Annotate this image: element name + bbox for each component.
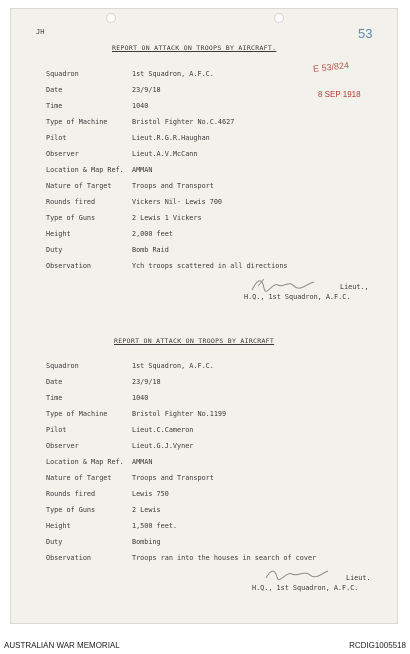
row-value: 1040	[132, 102, 149, 110]
report-2-row-height	[46, 522, 177, 530]
row-label: Type of Guns	[46, 506, 96, 514]
row-value: Troops and Transport	[132, 474, 214, 482]
handwritten-signature-1	[248, 276, 318, 294]
report-2-signature-rank: Lieut.	[346, 574, 371, 582]
row-label: Observer	[46, 150, 79, 158]
row-value: Troops and Transport	[132, 182, 214, 190]
report-2-row-target	[46, 474, 214, 482]
footer-record-id: RCDIG1005518	[349, 641, 406, 650]
row-label: Rounds fired	[46, 198, 96, 206]
punch-hole	[274, 13, 284, 23]
row-value: Ych troops scattered in all directions	[132, 262, 288, 270]
row-label: Observation	[46, 554, 92, 562]
report-1-row-duty	[46, 246, 169, 254]
row-label: Height	[46, 230, 71, 238]
row-value: Lieut.G.J.Vyner	[132, 442, 194, 450]
page-number: 53	[358, 26, 373, 41]
report-2-row-observer	[46, 442, 193, 450]
archive-reference-stamp: E 53/824	[312, 60, 350, 74]
row-label: Location & Map Ref.	[46, 458, 124, 466]
row-value: AMMAN	[132, 166, 153, 174]
row-label: Squadron	[46, 70, 79, 78]
report-1-row-guns	[46, 214, 202, 222]
row-label: Type of Guns	[46, 214, 96, 222]
report-1-row-date	[46, 86, 161, 94]
report-1-row-observer	[46, 150, 197, 158]
row-value: AMMAN	[132, 458, 153, 466]
row-label: Type of Machine	[46, 410, 108, 418]
row-label: Duty	[46, 538, 63, 546]
report-1-row-time	[46, 102, 148, 110]
report-1-row-pilot	[46, 134, 210, 142]
row-value: 1040	[132, 394, 149, 402]
document-code: JH	[36, 28, 45, 36]
row-value: Bombing	[132, 538, 161, 546]
row-value: 1,500 feet.	[132, 522, 178, 530]
report-1-row-observation	[46, 262, 288, 270]
row-value: 1st Squadron, A.F.C.	[132, 362, 214, 370]
row-value: 23/9/18	[132, 86, 161, 94]
row-value: Vickers Nil- Lewis 700	[132, 198, 223, 206]
row-label: Observation	[46, 262, 92, 270]
row-value: Bomb Raid	[132, 246, 169, 254]
row-value: Bristol Fighter No.1199	[132, 410, 227, 418]
report-2-row-pilot	[46, 426, 193, 434]
row-label: Time	[46, 102, 63, 110]
row-value: Lieut.R.G.R.Haughan	[132, 134, 210, 142]
report-2-row-duty	[46, 538, 161, 546]
footer-institution: AUSTRALIAN WAR MEMORIAL	[4, 641, 120, 650]
report-2-row-machine	[46, 410, 226, 418]
report-2-title: REPORT ON ATTACK ON TROOPS BY AIRCRAFT	[114, 337, 275, 345]
row-label: Rounds fired	[46, 490, 96, 498]
report-2-row-location	[46, 458, 152, 466]
report-2-signature-unit: H.Q., 1st Squadron, A.F.C.	[252, 584, 359, 592]
row-value: 1st Squadron, A.F.C.	[132, 70, 214, 78]
row-label: Nature of Target	[46, 474, 112, 482]
row-value: Lewis 750	[132, 490, 169, 498]
report-1-signature-rank: Lieut.,	[340, 283, 369, 291]
report-1-row-target	[46, 182, 214, 190]
report-1-row-squadron	[46, 70, 214, 78]
report-1-row-location	[46, 166, 152, 174]
row-label: Squadron	[46, 362, 79, 370]
row-label: Nature of Target	[46, 182, 112, 190]
row-label: Pilot	[46, 134, 67, 142]
row-label: Date	[46, 378, 63, 386]
row-value: 2 Lewis 1 Vickers	[132, 214, 202, 222]
document-page	[10, 8, 398, 624]
row-value: 23/9/18	[132, 378, 161, 386]
row-value: Lieut.C.Cameron	[132, 426, 194, 434]
report-1-signature-unit: H.Q., 1st Squadron, A.F.C.	[244, 293, 351, 301]
row-value: Troops ran into the houses in search of cover	[132, 554, 317, 562]
report-2-row-date	[46, 378, 161, 386]
report-1-row-machine	[46, 118, 234, 126]
handwritten-signature-2	[262, 566, 332, 582]
row-value: Lieut.A.V.McCann	[132, 150, 198, 158]
report-2-row-time	[46, 394, 148, 402]
received-date-stamp: 8 SEP 1918	[318, 90, 361, 99]
row-label: Location & Map Ref.	[46, 166, 124, 174]
row-label: Duty	[46, 246, 63, 254]
row-label: Height	[46, 522, 71, 530]
row-value: 2 Lewis	[132, 506, 161, 514]
report-2-row-rounds	[46, 490, 169, 498]
punch-hole	[106, 13, 116, 23]
report-1-row-height	[46, 230, 173, 238]
row-value: 2,000 feet	[132, 230, 173, 238]
row-value: Bristol Fighter No.C.4627	[132, 118, 235, 126]
report-1-row-rounds	[46, 198, 222, 206]
row-label: Date	[46, 86, 63, 94]
report-1-title: REPORT ON ATTACK ON TROOPS BY AIRCRAFT.	[112, 44, 277, 52]
report-2-row-guns	[46, 506, 161, 514]
row-label: Pilot	[46, 426, 67, 434]
row-label: Observer	[46, 442, 79, 450]
report-2-row-observation	[46, 554, 316, 562]
row-label: Time	[46, 394, 63, 402]
row-label: Type of Machine	[46, 118, 108, 126]
report-2-row-squadron	[46, 362, 214, 370]
